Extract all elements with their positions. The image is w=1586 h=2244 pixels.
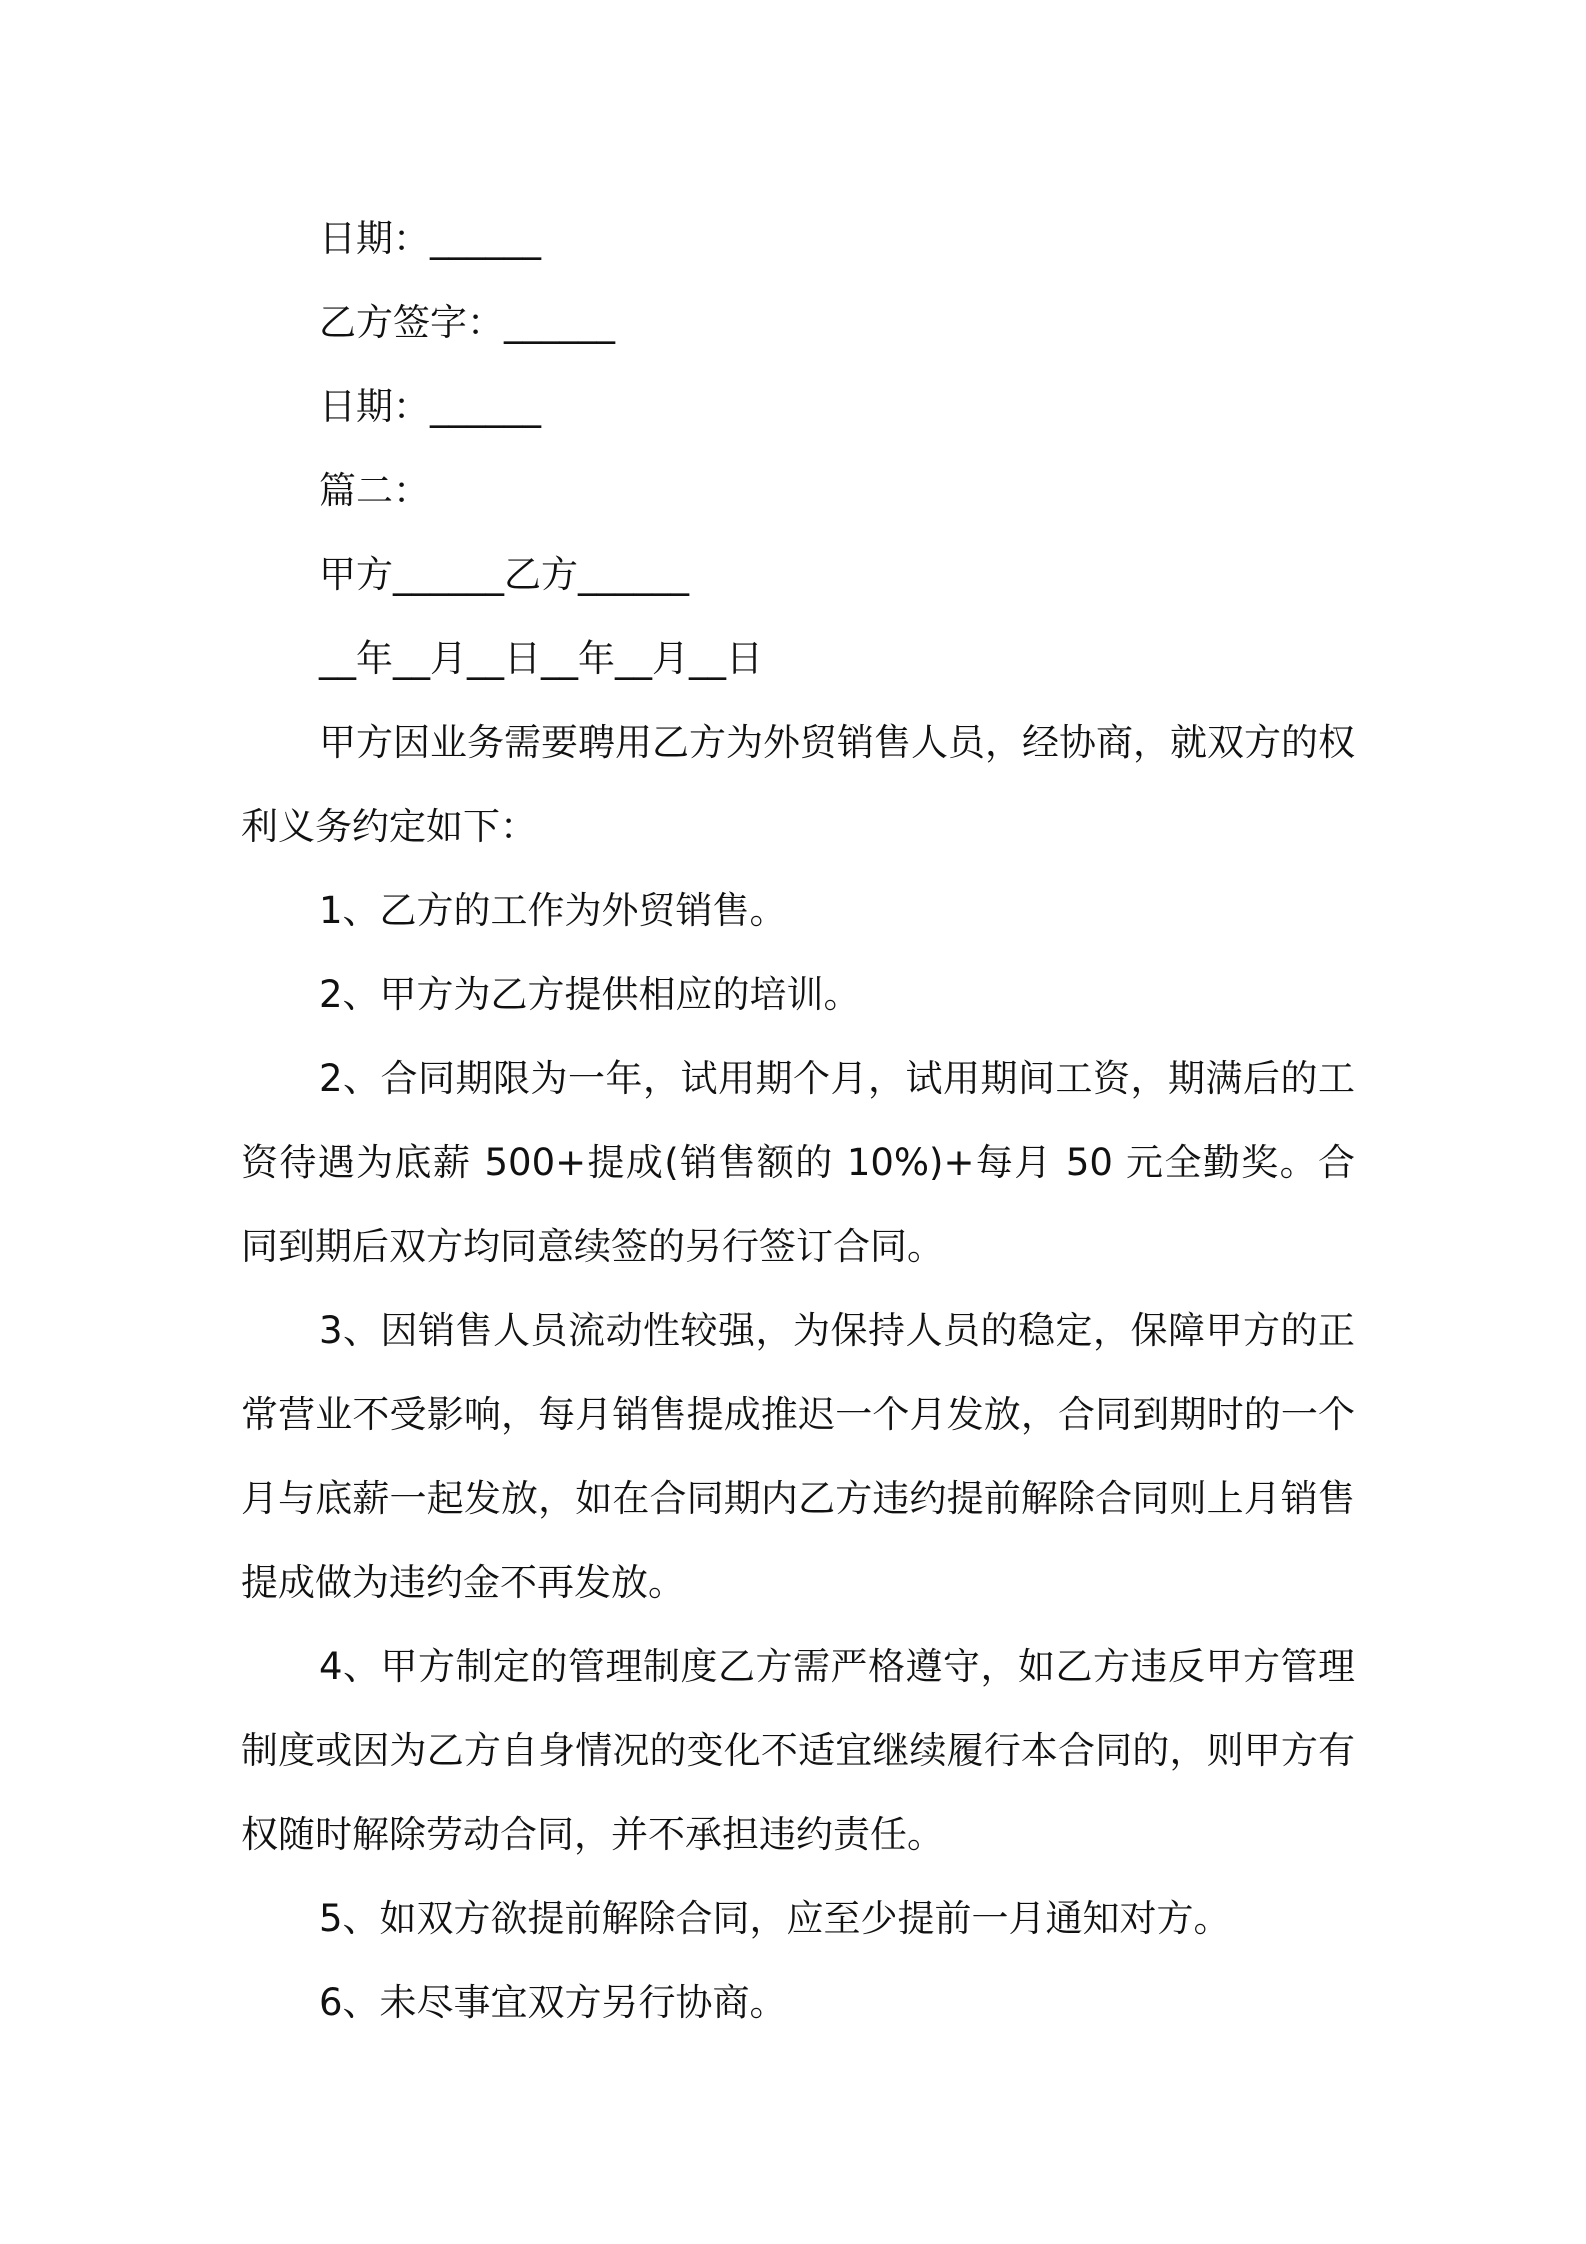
clause-2-training: 2、甲方为乙方提供相应的培训。 bbox=[319, 973, 861, 1016]
clause-4: 4、甲方制定的管理制度乙方需严格遵守，如乙方违反甲方管理制度或因为乙方自身情况的变化不适宜继续履行本合同的，则甲方有权随时解除劳动合同，并不承担违约责任。 bbox=[241, 1645, 1355, 1856]
clause-2-term: 2、合同期限为一年，试用期个月，试用期间工资，期满后的工资待遇为底薪 500+提成(销售额的 10%)+每月 50 元全勤奖。合同到期后双方均同意续签的另行签订合同。 bbox=[241, 1057, 1355, 1268]
section-heading: 篇二： bbox=[319, 469, 430, 512]
intro-paragraph: 甲方因业务需要聘用乙方为外贸销售人员，经协商，就双方的权利义务约定如下： bbox=[241, 721, 1355, 848]
date-line-2: 日期：______ bbox=[319, 385, 541, 428]
parties-line: 甲方______乙方______ bbox=[319, 553, 689, 596]
document-body bbox=[241, 197, 1355, 2045]
date-line-1: 日期：______ bbox=[319, 217, 541, 260]
term-dates-line: __年__月__日__年__月__日 bbox=[319, 637, 763, 680]
clause-5: 5、如双方欲提前解除合同，应至少提前一月通知对方。 bbox=[319, 1897, 1231, 1940]
clause-6: 6、未尽事宜双方另行协商。 bbox=[319, 1981, 787, 2024]
party-b-signature-line: 乙方签字：______ bbox=[319, 301, 615, 344]
clause-1: 1、乙方的工作为外贸销售。 bbox=[319, 889, 787, 932]
clause-3: 3、因销售人员流动性较强，为保持人员的稳定，保障甲方的正常营业不受影响，每月销售提成推迟一个月发放，合同到期时的一个月与底薪一起发放，如在合同期内乙方违约提前解除合同则上月销售提成做为违约金不再发放。 bbox=[241, 1309, 1355, 1604]
